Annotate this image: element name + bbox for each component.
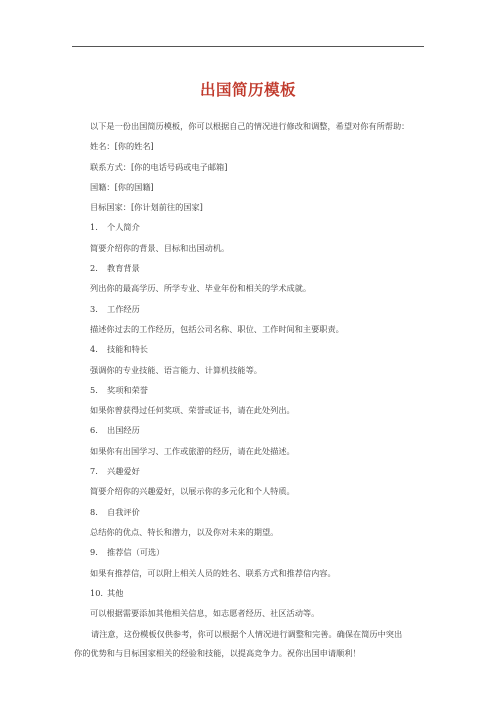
section-description: 列出你的最高学历、所学专业、毕业年份和相关的学术成就。	[90, 283, 312, 294]
section-number: 2.	[90, 263, 98, 274]
field-target-country: 目标国家：[你计划前往的国家]	[90, 202, 203, 213]
section-number: 7.	[90, 466, 98, 477]
section-description: 简要介绍你的兴趣爱好，以展示你的多元化和个人特质。	[90, 486, 295, 497]
section-heading-text: 自我评价	[107, 506, 140, 517]
field-name: 姓名：[你的姓名]	[90, 141, 154, 152]
section-heading	[90, 222, 420, 233]
section-heading	[90, 547, 420, 558]
section-heading	[90, 344, 420, 355]
section-heading	[90, 304, 420, 315]
section-number: 9.	[90, 547, 98, 558]
section-number: 5.	[90, 384, 98, 395]
section-heading	[90, 466, 420, 477]
section-description: 如果你有出国学习、工作或旅游的经历，请在此处描述。	[90, 445, 295, 456]
section-number: 6.	[90, 425, 98, 436]
field-nationality: 国籍：[你的国籍]	[90, 181, 154, 192]
closing-paragraph	[74, 625, 426, 662]
intro-paragraph: 以下是一份出国简历模板，你可以根据自己的情况进行修改和调整，希望对你有所帮助：	[90, 121, 410, 131]
section-description: 描述你过去的工作经历，包括公司名称、职位、工作时间和主要职责。	[90, 323, 344, 334]
section-heading-text: 出国经历	[107, 425, 140, 436]
section-heading-text: 工作经历	[107, 303, 140, 314]
section-number: 10.	[90, 587, 104, 598]
section-heading-text: 技能和特长	[107, 344, 148, 355]
section-number: 1.	[90, 222, 98, 233]
section-heading	[90, 263, 420, 274]
section-heading-text: 推荐信（可选）	[107, 547, 165, 558]
section-number: 8.	[90, 506, 98, 517]
section-heading-text: 教育背景	[107, 263, 140, 274]
section-number: 4.	[90, 344, 98, 355]
section-heading	[90, 425, 420, 436]
section-description: 如果你曾获得过任何奖项、荣誉或证书，请在此处列出。	[90, 405, 295, 416]
section-heading-text: 其他	[107, 587, 124, 598]
section-heading-text: 个人简介	[107, 222, 140, 233]
section-heading	[90, 507, 420, 518]
section-number: 3.	[90, 303, 98, 314]
section-description: 如果有推荐信，可以附上相关人员的姓名、联系方式和推荐信内容。	[90, 567, 336, 578]
closing-line: 你的优势和与目标国家相关的经验和技能，以提高竞争力。祝你出国申请顺利！	[74, 647, 361, 658]
document-title: 出国简历模板	[199, 81, 296, 99]
document-body	[90, 121, 420, 628]
section-description: 可以根据需要添加其他相关信息，如志愿者经历、社区活动等。	[90, 608, 320, 619]
section-description: 简要介绍你的背景、目标和出国动机。	[90, 242, 230, 253]
header-rule	[72, 46, 424, 47]
section-heading	[90, 385, 420, 396]
section-heading-text: 奖项和荣誉	[107, 384, 148, 395]
section-heading	[90, 588, 420, 599]
section-description: 总结你的优点、特长和潜力，以及你对未来的期望。	[90, 526, 279, 537]
section-description: 强调你的专业技能、语言能力、计算机技能等。	[90, 364, 262, 375]
section-heading-text: 兴趣爱好	[107, 466, 140, 477]
field-contact: 联系方式：[你的电话号码或电子邮箱]	[90, 161, 228, 172]
closing-line: 请注意，这份模板仅供参考，你可以根据个人情况进行调整和完善。确保在简历中突出	[91, 629, 403, 639]
